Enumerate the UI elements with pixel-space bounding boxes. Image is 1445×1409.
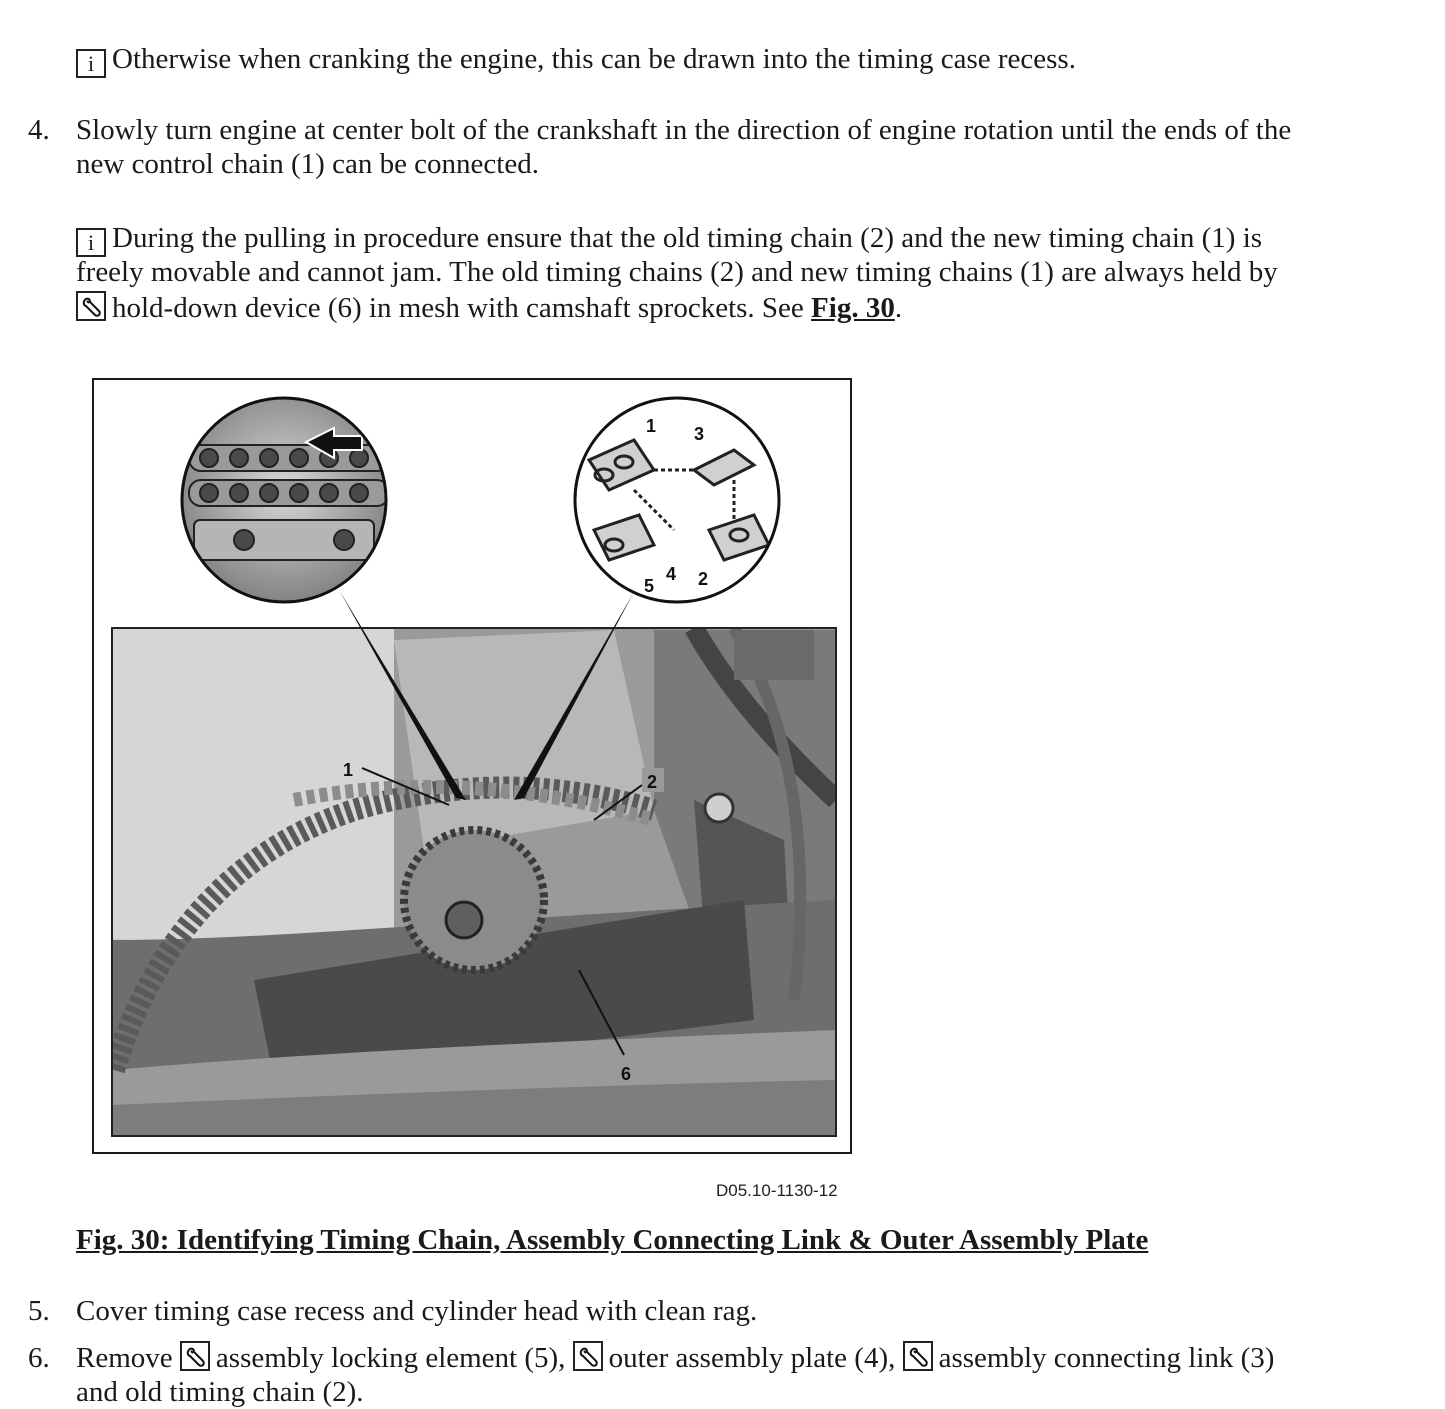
note2-line3-end: . [894, 292, 903, 324]
step-6-part3: assembly connecting link (3) [938, 1342, 1275, 1374]
note2-line3-text: hold-down device (6) in mesh with camshaft sprockets. See [112, 292, 812, 324]
step-5-text: Cover timing case recess and cylinder head with clean rag. [76, 1295, 758, 1327]
label-1-detail: 1 [646, 416, 657, 436]
special-tool-icon [573, 1341, 603, 1371]
step-4-line2: new control chain (1) can be connected. [76, 148, 539, 180]
special-tool-icon [903, 1341, 933, 1371]
label-6: 6 [621, 1064, 632, 1084]
info-icon: i [76, 49, 106, 78]
label-3-detail: 3 [694, 424, 705, 444]
note1-text: Otherwise when cranking the engine, this can be drawn into the timing case recess. [112, 43, 1076, 75]
special-tool-icon [180, 1341, 210, 1371]
step-6-part1: assembly locking element (5), [215, 1342, 573, 1374]
label-2: 2 [647, 772, 658, 792]
note2-line1 [76, 221, 1262, 257]
figure-illustration [94, 380, 850, 1152]
label-5-detail: 5 [644, 576, 655, 596]
label-4-detail: 4 [666, 564, 677, 584]
note2-line3 [76, 291, 902, 325]
fig-30-link[interactable]: Fig. 30 [811, 292, 895, 324]
note2-line2: freely movable and cannot jam. The old timing chains (2) and new timing chains (1) are always held by [76, 256, 1278, 288]
figure-caption: Fig. 30: Identifying Timing Chain, Assembly Connecting Link & Outer Assembly Plate [76, 1224, 1149, 1256]
info-icon: i [76, 228, 106, 257]
label-1: 1 [343, 760, 354, 780]
step-6-number: 6. [28, 1342, 50, 1374]
step-4-number: 4. [28, 114, 50, 146]
special-tool-icon [76, 291, 106, 321]
step-6-part2: outer assembly plate (4), [608, 1342, 903, 1374]
figure-code: D05.10-1130-12 [716, 1181, 838, 1200]
note2-line1-text: During the pulling in procedure ensure that the old timing chain (2) and the new timing chain (1) is [112, 222, 1263, 254]
step-5-number: 5. [28, 1295, 50, 1327]
step-4-line1: Slowly turn engine at center bolt of the crankshaft in the direction of engine rotation until the ends of the [76, 114, 1292, 146]
step-6-remove: Remove [76, 1342, 180, 1374]
step-6-line1 [76, 1341, 1274, 1375]
step-6-line2: and old timing chain (2). [76, 1376, 364, 1408]
figure-30 [92, 378, 852, 1154]
note-info-line [76, 42, 1076, 78]
label-2-detail: 2 [698, 569, 709, 589]
